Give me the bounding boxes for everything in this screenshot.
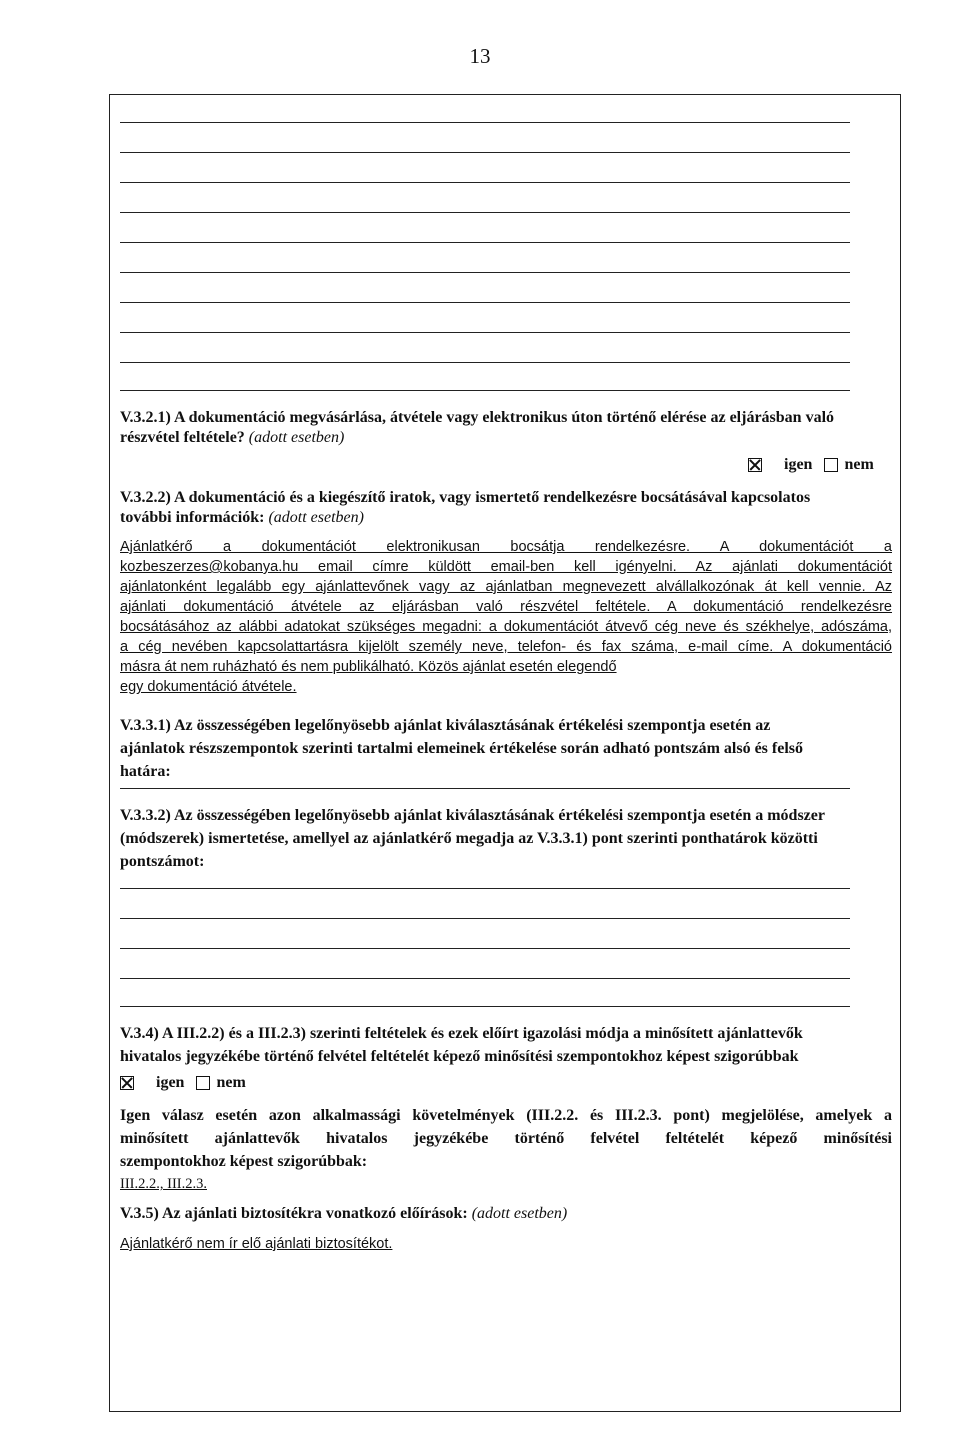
heading-line: további információk: (adott esetben)	[120, 509, 364, 526]
followup-line: szempontokhoz képest szigorúbbak:	[120, 1153, 368, 1170]
followup-line: Igen válasz esetén azon alkalmassági követelmények (III.2.2. és III.2.3. pont) megjelölése, amelyek a	[120, 1107, 892, 1124]
section-v3-5-answer: Ajánlatkérő nem ír elő ajánlati biztosítékot.	[120, 1236, 393, 1252]
page-number: 13	[469, 44, 491, 68]
heading-line: V.3.3.2) Az összességében legelőnyösebb ajánlat kiválasztásának értékelési szempontja esetén a módszer	[120, 807, 825, 824]
section-v3-3-2-heading	[120, 804, 892, 873]
option-yes-label: igen	[156, 1074, 185, 1091]
section-v3-3-1-heading	[120, 714, 892, 783]
annotation: (adott esetben)	[268, 509, 364, 526]
blank-answer-line	[120, 182, 850, 183]
body-line: ajánlati dokumentáció átvétele az eljárásban való részvétel feltétele. A dokumentáció rendelkezésre	[120, 599, 892, 615]
checkbox-row-v3-4	[120, 1074, 246, 1092]
annotation: (adott esetben)	[248, 429, 345, 446]
heading-line: hivatalos jegyzékébe történő felvétel feltételét képező minősítési szempontokhoz képest szigorúbbak	[120, 1048, 799, 1065]
section-v3-2-1-heading	[120, 408, 892, 448]
checkbox-row-v3-2-1	[748, 456, 874, 474]
section-v3-5-heading	[120, 1204, 892, 1224]
blank-answer-line	[120, 242, 850, 243]
blank-answer-line	[120, 888, 850, 889]
section-v3-4-followup	[120, 1104, 892, 1173]
section-v3-4-heading	[120, 1022, 892, 1068]
section-v3-4-answer: III.2.2., III.2.3.	[120, 1176, 207, 1192]
body-line: egy dokumentáció átvétele.	[120, 679, 297, 695]
blank-answer-line	[120, 332, 850, 333]
body-line: bocsátásához az alábbi adatokat szükséges megadni: a dokumentációt átvevő cég neve és székhelye, adószáma,	[120, 619, 892, 635]
blank-answer-line	[120, 948, 850, 949]
heading-line: határa:	[120, 763, 171, 780]
checked-checkbox-icon[interactable]	[748, 458, 762, 472]
heading-line: részvétel feltétele? (adott esetben)	[120, 429, 345, 446]
heading-line: V.3.2.2) A dokumentáció és a kiegészítő iratok, vagy ismertető rendelkezésre bocsátásával kapcsolatos	[120, 489, 811, 506]
blank-answer-line	[120, 302, 850, 303]
body-line: kozbeszerzes@kobanya.hu email címre küldött email-ben kell igényelni. Az ajánlati dokumentációt	[120, 559, 892, 575]
body-line: ajánlatonként legalább egy ajánlattevőnek vagy az ajánlatban megnevezett alvállalkozónak át kell vennie. Az	[120, 579, 892, 595]
blank-answer-line	[120, 788, 850, 789]
heading-line: pontszámot:	[120, 853, 205, 870]
checked-checkbox-icon[interactable]	[120, 1076, 134, 1090]
blank-answer-line	[120, 918, 850, 919]
body-line: Ajánlatkérő a dokumentációt elektronikusan bocsátja rendelkezésre. A dokumentációt a	[120, 539, 892, 555]
blank-answer-line	[120, 1006, 850, 1007]
heading-line: V.3.2.1) A dokumentáció megvásárlása, átvétele vagy elektronikus úton történő elérése az eljárásban való	[120, 409, 835, 426]
option-no-label: nem	[844, 456, 874, 473]
blank-answer-line	[120, 978, 850, 979]
blank-answer-line	[120, 152, 850, 153]
annotation: (adott esetben)	[471, 1205, 568, 1222]
unchecked-checkbox-icon[interactable]	[196, 1076, 210, 1090]
option-yes-label: igen	[784, 456, 813, 473]
followup-line: minősített ajánlattevők hivatalos jegyzékébe történő felvétel feltételét képező minősítési	[120, 1130, 892, 1147]
option-no-label: nem	[216, 1074, 246, 1091]
blank-answer-line	[120, 390, 850, 391]
heading-line: (módszerek) ismertetése, amellyel az ajánlatkérő megadja az V.3.3.1) pont szerinti ponthatárok közötti	[120, 830, 818, 847]
heading-line: ajánlatok részszempontok szerinti tartalmi elemeinek értékelése során adható pontszám alsó és felső	[120, 740, 803, 757]
blank-answer-line	[120, 362, 850, 363]
blank-answer-line	[120, 122, 850, 123]
heading-text: V.3.5) Az ajánlati biztosítékra vonatkozó előírások:	[120, 1205, 468, 1222]
blank-answer-line	[120, 212, 850, 213]
body-line: másra át nem ruházható és nem publikálható. Közös ajánlat esetén elegendő	[120, 659, 617, 675]
unchecked-checkbox-icon[interactable]	[824, 458, 838, 472]
blank-answer-line	[120, 272, 850, 273]
body-line: a cég nevében kapcsolattartásra kijelölt személy neve, telefon- és fax száma, e-mail címe. A dokumentáció	[120, 639, 892, 655]
heading-line: V.3.4) A III.2.2) és a III.2.3) szerinti feltételek és ezek előírt igazolási módja a minősített ajánlattevők	[120, 1025, 803, 1042]
heading-line: V.3.3.1) Az összességében legelőnyösebb ajánlat kiválasztásának értékelési szempontja esetén az	[120, 717, 771, 734]
section-v3-2-2-heading	[120, 488, 892, 528]
section-v3-2-2-body	[120, 537, 892, 697]
